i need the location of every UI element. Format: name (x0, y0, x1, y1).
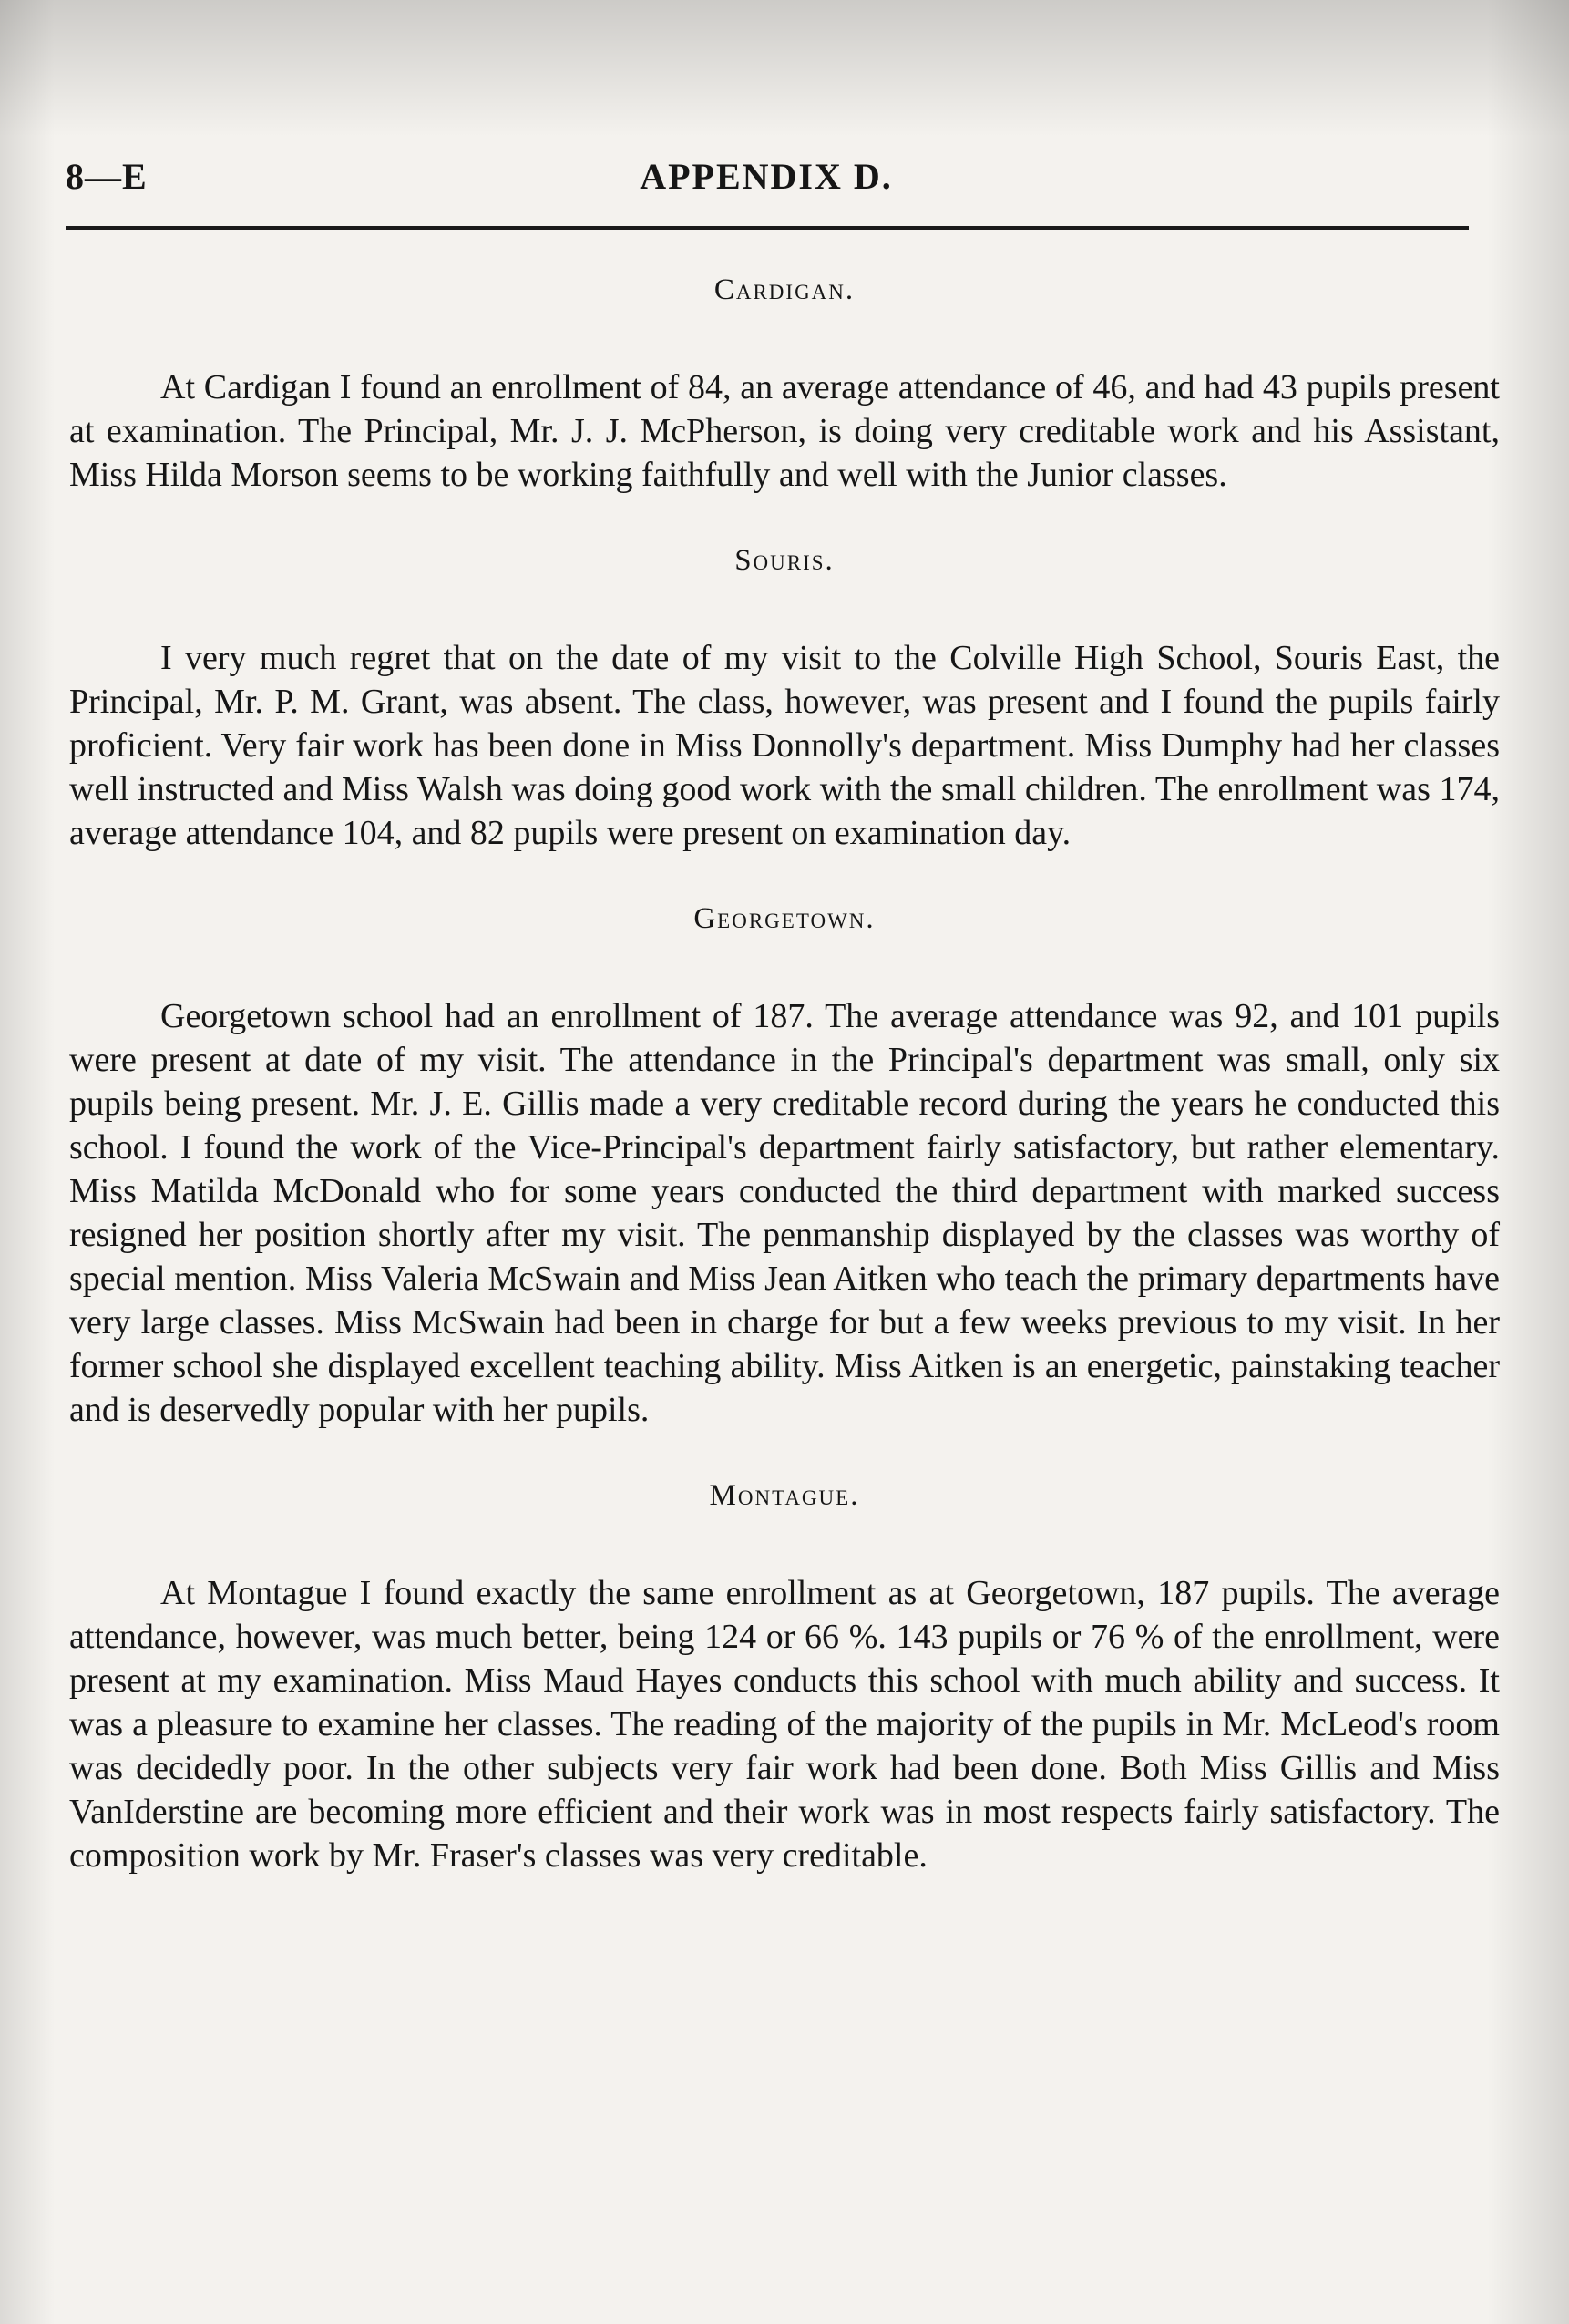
section-paragraph: At Montague I found exactly the same enrollment as at Georgetown, 187 pupils. The average attendance, however, was much better, being 124 or 66 %. 143 pupils or 76 % of the enrollment, were present at my examination. Miss Maud Hayes conducts this school with much ability and success. It was a pleasure to examine her classes. The reading of the majority of the pupils in Mr. McLeod's room was decidedly poor. In the other subjects very fair work had been done. Both Miss Gillis and Miss VanIderstine are becoming more efficient and their work was in most respects fairly satisfactory. The composition work by Mr. Fraser's classes was very creditable. (69, 1574, 1500, 1875)
header-rule (66, 226, 1469, 230)
running-title: APPENDIX D. (640, 156, 893, 197)
page-header (66, 155, 1467, 210)
section-heading: Georgetown. (693, 902, 876, 935)
section-georgetown (69, 902, 1500, 1432)
section-heading: Montague. (709, 1479, 860, 1512)
page-number: 8—E (66, 156, 148, 197)
section-cardigan (69, 273, 1500, 497)
section-paragraph: I very much regret that on the date of my visit to the Colville High School, Souris East, the Principal, Mr. P. M. Grant, was absent. The class, however, was present and I found the pupils fairly proficient. Very fair work has been done in Miss Donnolly's department. Miss Dumphy had her classes well instructed and Miss Walsh was doing good work with the small children. The enrollment was 174, average attendance 104, and 82 pupils were present on examination day. (69, 639, 1500, 852)
section-paragraph: At Cardigan I found an enrollment of 84, an average attendance of 46, and had 43 pupils present at examination. The Principal, Mr. J. J. McPherson, is doing very creditable work and his Assistant, Miss Hilda Morson seems to be working faithfully and well with the Junior classes. (69, 368, 1500, 494)
section-souris (69, 544, 1500, 855)
section-heading: Souris. (734, 544, 835, 577)
page-content (69, 273, 1500, 1877)
section-montague (69, 1479, 1500, 1877)
section-heading: Cardigan. (713, 273, 856, 306)
section-paragraph: Georgetown school had an enrollment of 187. The average attendance was 92, and 101 pupils were present at date of my visit. The attendance in the Principal's department was small, only six pupils being present. Mr. J. E. Gillis made a very creditable record during the years he conducted this school. I found the work of the Vice-Principal's department fairly satisfactory, but rather elementary. Miss Matilda McDonald who for some years conducted the third department with marked success resigned her position shortly after my visit. The penmanship displayed by the classes was worthy of special mention. Miss Valeria McSwain and Miss Jean Aitken who teach the primary departments have very large classes. Miss McSwain had been in charge for but a few weeks previous to my visit. In her former school she displayed excellent teaching ability. Miss Aitken is an energetic, painstaking teacher and is deservedly popular with her pupils. (69, 997, 1500, 1429)
